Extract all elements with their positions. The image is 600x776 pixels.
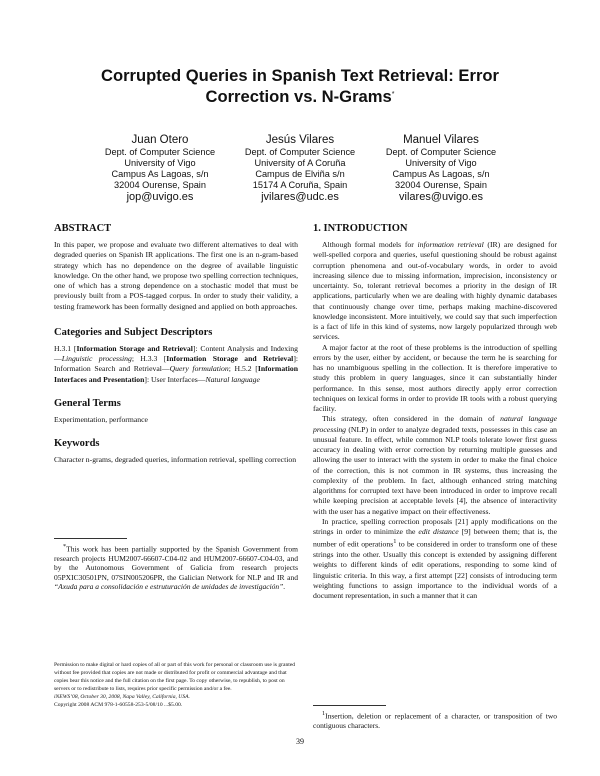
copyright-line: Copyright 2008 ACM 978-1-60558-253-5/08/10 ...$5.00. <box>54 702 183 708</box>
title-footnote-mark: * <box>391 91 395 98</box>
footnote-funding: *This work has been partially supported by the Spanish Government from research projects HUM2007-66607-C04-02 and HUM2007-66607-C04-03, and by the Autonomous Government of Galicia from research projects 05PXIC30501PN, 07SIN005206PR, the Galician Network for NLP and IR and “Axuda para a consolidación e estruturación de unidades de investigación”. <box>54 543 298 592</box>
footnote-rule <box>313 705 386 706</box>
author-email: jop@uvigo.es <box>126 191 194 203</box>
intro-paragraph: Although formal models for information retrieval (IR) are designed for well-spelled corpora and queries, useful questioning should be robust against corruption phenomena and out-of-vocabulary words, in order to avoid increasing silence due to missing information, imprecision, inconsistency or uncertainty. So, tolerant retrieval becomes a priority in the design of IR applications, particularly when we are dealing with highly dynamic databases that continuously change over time, perhaps making machine-discovered knowledge inconsistent. More intuitively, we could say that such imperfection is a fact of life in this kind of systems, now largely popularized through web services. <box>313 240 557 342</box>
introduction-heading: 1. INTRODUCTION <box>313 223 408 234</box>
copyright-notice <box>54 661 298 709</box>
venue-text: iNEWS’08, October 30, 2008, Napa Valley, California, USA. <box>54 694 190 700</box>
author-dept: Dept. of Computer Science <box>104 147 216 157</box>
author-block <box>356 133 526 204</box>
author-city: 15174 A Coruña, Spain <box>252 180 348 190</box>
author-email: vilares@uvigo.es <box>399 191 483 203</box>
author-address: Campus As Lagoas, s/n <box>111 169 209 179</box>
abstract-heading: ABSTRACT <box>54 223 112 234</box>
intro-paragraph: In practice, spelling correction proposals [21] apply modifications on the strings in order to minimize the edit distance [9] between them; that is, the number of edit operations$^1$ to be considered in order to transform one of these strings into the other. Usually this concept is extended by assigning different weights to different kinds of edit operations, responding to some kind of linguistic criteria. In this way, a first attempt [22] consists of introducing term weighting functions to assign importance to the individual words of a document representation, in such a manner that it can <box>313 516 557 601</box>
footnote-rule <box>54 538 127 539</box>
general-terms-heading: General Terms <box>54 397 121 409</box>
author-dept: Dept. of Computer Science <box>385 147 497 157</box>
footnote-edit-ops: $^1$Insertion, deletion or replacement of a character, or transposition of two contiguous characters. <box>313 710 557 730</box>
categories-heading: Categories and Subject Descriptors <box>54 326 213 338</box>
general-terms-text: Experimentation, performance <box>54 414 148 424</box>
left-column <box>54 222 298 465</box>
categories-text: H.3.1 [Information Storage and Retrieval]: Content Analysis and Indexing—Linguistic processing; H.3.3 [Information Storage and Retrieval]: Information Search and Retrieval—Query formulation; H.5.2 [Information Interfaces and Presentation]: User Interfaces—Natural language <box>54 343 299 384</box>
keywords-heading: Keywords <box>54 438 100 449</box>
author-name: Juan Otero <box>131 134 189 146</box>
intro-paragraph: A major factor at the root of these problems is the introduction of spelling errors by the user, either by accident, or because the term he is searching for has no unambiguous spelling in the collection. It is therefore imperative to study this problem in query languages, since it can substantially hinder performance. In this sense, most authors directly apply error correction techniques on lexical forms in order to provide IR tools with a robust querying facility. <box>313 342 557 413</box>
permission-text: Permission to make digital or hard copies of all or part of this work for personal or classroom use is granted without fee provided that copies are not made or distributed for profit or commercial advantage and that copies bear this notice and the full citation on the first page. To copy otherwise, to republish, to post on servers or to redistribute to lists, requires prior specific permission and/or a fee. <box>54 662 296 692</box>
paper-title-line-2: Correction vs. N-Grams* <box>205 87 395 106</box>
author-institution: University of Vigo <box>124 158 196 168</box>
paper-title-line-1: Corrupted Queries in Spanish Text Retrieval: Error <box>100 66 500 85</box>
author-address: Campus As Lagoas, s/n <box>392 169 490 179</box>
author-institution: University of Vigo <box>405 158 477 168</box>
keywords-text: Character n-grams, degraded queries, information retrieval, spelling correction <box>54 455 297 464</box>
intro-paragraph: This strategy, often considered in the domain of natural language processing (NLP) in order to analyze degraded texts, possesses in this case an unusual feature. In effect, while common NLP tools tolerate lower first guess accuracy in dealing with error correction by returning multiple guesses and allowing the user to interact with the system in order to make the final choice of the correction, this is not common in IR systems, thus increasing the complexity of the problem. In fact, although enhanced string matching algorithms for corrupted text have been introduced in order to improve recall while keeping precision at acceptable levels [4], the absence of interactivity with the user has a negative impact on their effectiveness. <box>313 414 558 516</box>
author-dept: Dept. of Computer Science <box>244 147 356 157</box>
author-email: jvilares@udc.es <box>261 191 339 203</box>
author-city: 32004 Ourense, Spain <box>114 180 206 190</box>
right-column <box>313 222 557 601</box>
author-institution: University of A Coruña <box>254 158 346 168</box>
abstract-text: In this paper, we propose and evaluate two different alternatives to deal with degraded queries on Spanish IR applications. The first one is an n-gram-based strategy which has no dependence on the degree of available linguistic knowledge. On the other hand, we propose two spelling correction techniques, one of which has a strong dependence on a stochastic model that must be previously built from a POS-tagged corpus. In order to study their validity, a testing framework has been formally designed and applied on both approaches. <box>54 240 298 311</box>
author-address: Campus de Elviña s/n <box>255 169 345 179</box>
author-city: 32004 Ourense, Spain <box>395 180 487 190</box>
page-number: 39 <box>296 737 304 746</box>
author-name: Jesús Vilares <box>265 134 335 146</box>
author-name: Manuel Vilares <box>403 134 479 146</box>
